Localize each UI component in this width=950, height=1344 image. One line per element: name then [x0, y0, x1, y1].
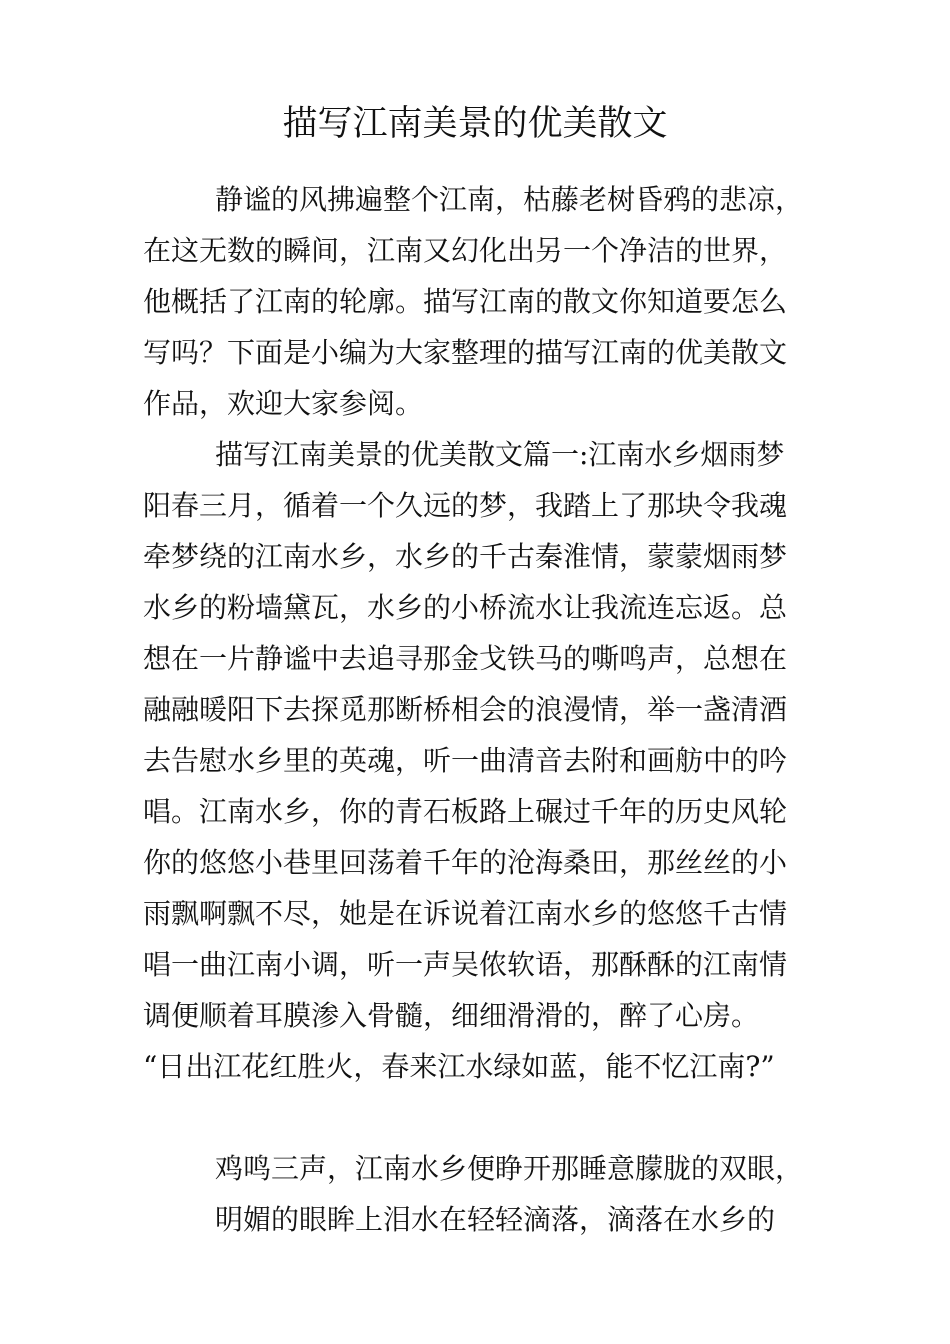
paragraph-line: 唱。江南水乡，你的青石板路上碾过千年的历史风轮: [143, 795, 788, 828]
paragraph-line: 描写江南美景的优美散文篇一:江南水乡烟雨梦: [215, 438, 785, 471]
paragraph-line: 去告慰水乡里的英魂，听一曲清音去附和画舫中的吟: [143, 744, 788, 777]
paragraph-line: 水乡的粉墙黛瓦，水乡的小桥流水让我流连忘返。总: [143, 591, 788, 624]
paragraph-line: 唱一曲江南小调，听一声吴侬软语，那酥酥的江南情: [143, 948, 788, 981]
paragraph-line: 融融暖阳下去探觅那断桥相会的浪漫情，举一盏清酒: [143, 693, 788, 726]
paragraph-line: 调便顺着耳膜渗入骨髓，细细滑滑的，醉了心房。: [143, 999, 760, 1032]
paragraph-line: 作品，欢迎大家参阅。: [143, 387, 424, 420]
paragraph-line: “日出江花红胜火，春来江水绿如蓝，能不忆江南?”: [143, 1050, 775, 1083]
paragraph-line: 你的悠悠小巷里回荡着千年的沧海桑田，那丝丝的小: [143, 846, 788, 879]
paragraph-line: 想在一片静谧中去追寻那金戈铁马的嘶鸣声，总想在: [143, 642, 788, 675]
paragraph-line: 牵梦绕的江南水乡，水乡的千古秦淮情，蒙蒙烟雨梦: [143, 540, 788, 573]
paragraph-line: 雨飘啊飘不尽，她是在诉说着江南水乡的悠悠千古情: [143, 897, 788, 930]
paragraph-line: 静谧的风拂遍整个江南，枯藤老树昏鸦的悲凉，: [215, 183, 804, 216]
paragraph-line: 阳春三月，循着一个久远的梦，我踏上了那块令我魂: [143, 489, 788, 522]
paragraph-line: 在这无数的瞬间，江南又幻化出另一个净洁的世界，: [143, 234, 788, 267]
paragraph-line: 他概括了江南的轮廓。描写江南的散文你知道要怎么: [143, 285, 788, 318]
paragraph-line: 鸡鸣三声，江南水乡便睁开那睡意朦胧的双眼，: [215, 1152, 804, 1185]
paragraph-line: 明媚的眼眸上泪水在轻轻滴落，滴落在水乡的: [215, 1203, 776, 1236]
paragraph-line: 写吗？下面是小编为大家整理的描写江南的优美散文: [143, 336, 788, 369]
document-title: 描写江南美景的优美散文: [282, 104, 668, 144]
